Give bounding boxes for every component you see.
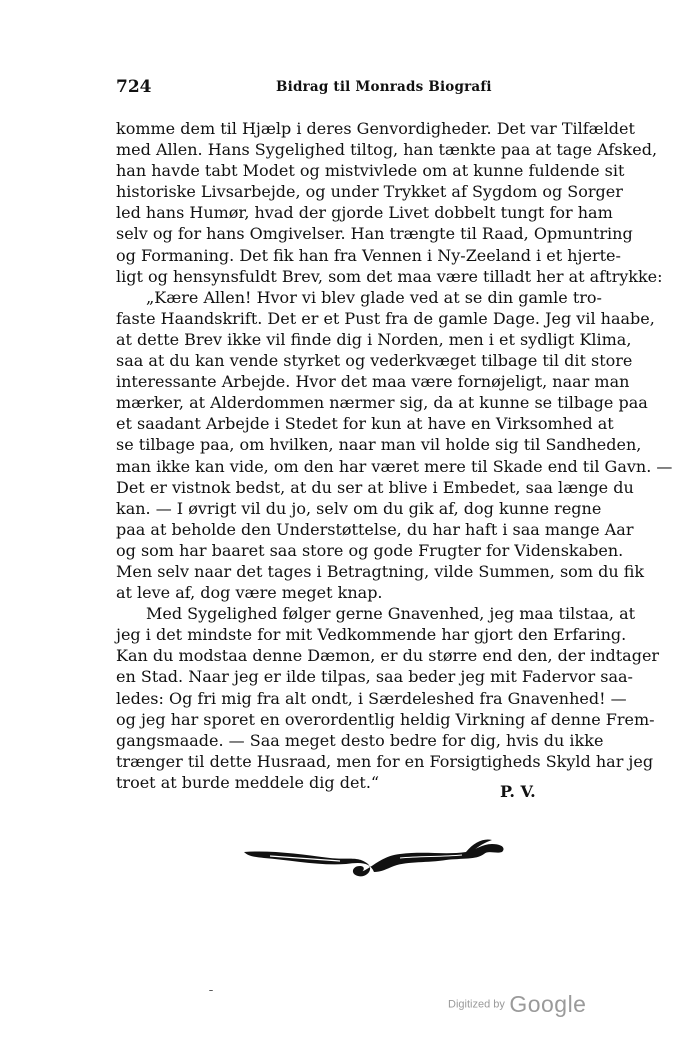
tailpiece-ornament-icon — [240, 836, 510, 880]
text-line: og jeg har sporet en overordentlig heldig Virkning af denne Frem- — [116, 709, 655, 729]
text-line: en Stad. Naar jeg er ilde tilpas, saa beder jeg mit Fadervor saa- — [116, 667, 633, 687]
text-line: se tilbage paa, om hvilken, naar man vil holde sig til Sandheden, — [116, 435, 642, 455]
text-line: gangsmaade. — Saa meget desto bedre for dig, hvis du ikke — [116, 730, 604, 750]
text-line: kan. — I øvrigt vil du jo, selv om du gik af, dog kunne regne — [116, 498, 602, 518]
text-line: led hans Humør, hvad der gjorde Livet dobbelt tungt for ham — [116, 203, 613, 223]
text-line: komme dem til Hjælp i deres Genvordigheder. Det var Tilfældet — [116, 119, 635, 138]
text-line: Det er vistnok bedst, at du ser at blive i Embedet, saa længe du — [116, 477, 634, 497]
text-line: med Allen. Hans Sygelighed tiltog, han tænkte paa at tage Afsked, — [116, 140, 658, 160]
text-line: ligt og hensynsfuldt Brev, som det maa være tilladt her at aftrykke: — [116, 266, 663, 286]
signature: P. V. — [500, 782, 536, 801]
text-line: og som har baaret saa store og gode Frugter for Videnskaben. — [116, 540, 624, 560]
text-line: selv og for hans Omgivelser. Han trængte til Raad, Opmuntring — [116, 224, 633, 244]
text-line: Med Sygelighed følger gerne Gnavenhed, jeg maa tilstaa, at — [146, 604, 636, 624]
watermark-prefix: Digitized by — [448, 998, 505, 1011]
text-line: troet at burde meddele dig det.“ — [116, 772, 380, 792]
text-line: jeg i det mindste for mit Vedkommende har gjort den Erfaring. — [116, 625, 627, 645]
text-line: trænger til dette Husraad, men for en Forsigtigheds Skyld har jeg — [116, 751, 654, 771]
page-number: 724 — [116, 77, 152, 97]
text-line: saa at du kan vende styrket og vederkvæget tilbage til dit store — [116, 351, 633, 371]
text-line: historiske Livsarbejde, og under Trykket af Sygdom og Sorger — [116, 182, 623, 202]
text-line: ledes: Og fri mig fra alt ondt, i Særdeleshed fra Gnavenhed! — — [116, 688, 627, 708]
body-text — [116, 118, 673, 793]
text-line: „Kære Allen! Hvor vi blev glade ved at se din gamle tro- — [146, 287, 602, 307]
running-title: Bidrag til Monrads Biografi — [276, 79, 492, 95]
text-line: paa at beholde den Understøttelse, du har haft i saa mange Aar — [116, 519, 634, 539]
digitized-by-google-watermark — [448, 991, 586, 1018]
text-line: man ikke kan vide, om den har været mere til Skade end til Gavn. — — [116, 456, 673, 476]
text-line: han havde tabt Modet og mistvivlede om at kunne fuldende sit — [116, 161, 625, 181]
text-line: Kan du modstaa denne Dæmon, er du større end den, der indtager — [116, 646, 660, 666]
text-line: Men selv naar det tages i Betragtning, vilde Summen, som du fik — [116, 561, 645, 581]
text-line: et saadant Arbejde i Stedet for kun at have en Virksomhed at — [116, 414, 614, 434]
text-line: og Formaning. Det fik han fra Vennen i Ny-Zeeland i et hjerte- — [116, 245, 621, 265]
text-line: at dette Brev ikke vil finde dig i Norden, men i et sydligt Klima, — [116, 329, 632, 349]
text-line: at leve af, dog være meget knap. — [116, 583, 383, 603]
text-line: faste Haandskrift. Det er et Pust fra de gamle Dage. Jeg vil haabe, — [116, 308, 655, 328]
page-header — [116, 77, 596, 101]
text-line: mærker, at Alderdommen nærmer sig, da at kunne se tilbage paa — [116, 393, 648, 413]
margin-mark: ˉ — [208, 988, 214, 1002]
google-logo-text: Google — [509, 991, 587, 1017]
text-line: interessante Arbejde. Hvor det maa være fornøjeligt, naar man — [116, 372, 630, 392]
